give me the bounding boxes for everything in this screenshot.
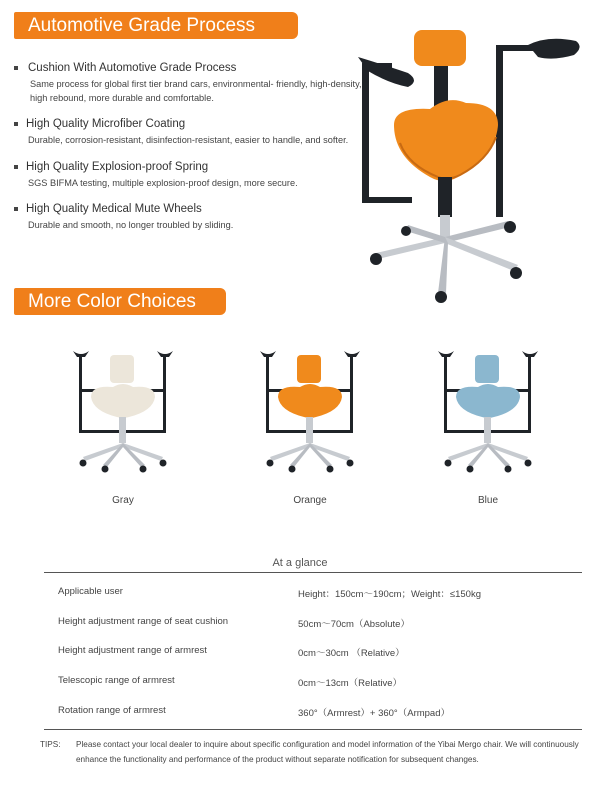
- feature-item: [14, 116, 364, 148]
- variant-label: Orange: [293, 495, 327, 506]
- chair-image-blue: [438, 345, 538, 475]
- bullet-icon: [14, 122, 18, 126]
- spec-value: Height：150cm～190cm；Weight：≤150kg: [298, 589, 481, 600]
- feature-item: [14, 159, 364, 191]
- spec-value: 360°（Armrest）+ 360°（Armpad）: [298, 708, 451, 719]
- divider: [44, 572, 582, 573]
- glance-title: At a glance: [272, 557, 328, 569]
- chair-image-orange: [260, 345, 360, 475]
- spec-label: Rotation range of armrest: [58, 705, 166, 716]
- feature-item: [14, 201, 364, 233]
- spec-value: 50cm～70cm（Absolute）: [298, 619, 410, 630]
- spec-label: Height adjustment range of armrest: [58, 645, 207, 656]
- spec-row: [58, 586, 578, 602]
- variant-label: Blue: [477, 495, 498, 506]
- spec-label: Height adjustment range of seat cushion: [58, 616, 229, 627]
- hero-chair-image: [348, 25, 588, 310]
- feature-title: High Quality Explosion-proof Spring: [26, 160, 209, 173]
- feature-title: High Quality Microfiber Coating: [26, 118, 186, 130]
- variant-label: Gray: [112, 495, 134, 506]
- feature-description: Durable and smooth, no longer troubled by sliding.: [28, 220, 234, 230]
- spec-label: Applicable user: [58, 586, 123, 597]
- divider: [44, 729, 582, 730]
- color-variant-gray: [63, 345, 183, 506]
- section-banner-automotive: Automotive Grade Process: [14, 12, 298, 39]
- bullet-icon: [14, 165, 18, 169]
- feature-description: Same process for global first tier brand cars, environmental- friendly, high-density, high rebound, more durable and comfortable.: [30, 79, 362, 103]
- spec-row: [58, 675, 578, 691]
- color-variant-blue: [428, 345, 548, 506]
- feature-list: [14, 60, 364, 244]
- spec-row: [58, 645, 578, 661]
- feature-description: SGS BIFMA testing, multiple explosion-proof design, more secure.: [28, 177, 298, 188]
- feature-title: Cushion With Automotive Grade Process: [28, 62, 237, 74]
- bullet-icon: [14, 207, 18, 211]
- spec-value: 0cm～13cm（Relative）: [298, 678, 402, 689]
- chair-image-gray: [73, 345, 173, 475]
- spec-value: 0cm～30cm （Relative）: [298, 648, 405, 659]
- tips-text: Please contact your local dealer to inquire about specific configuration and model information of the Yibai Mergo chair. We will continuously enhance the functionality and performance of the product without separate notification for subsequent changes.: [76, 740, 579, 764]
- color-variant-orange: [250, 345, 370, 506]
- bullet-icon: [14, 66, 18, 70]
- spec-row: [58, 616, 578, 632]
- spec-label: Telescopic range of armrest: [58, 675, 175, 686]
- feature-item: [14, 60, 364, 105]
- feature-description: Durable, corrosion-resistant, disinfection-resistant, easier to handle, and softer.: [28, 135, 349, 145]
- feature-title: High Quality Medical Mute Wheels: [26, 203, 202, 215]
- spec-row: [58, 705, 578, 721]
- section-banner-colors: More Color Choices: [14, 288, 226, 315]
- tips-label: TIPS:: [40, 740, 61, 749]
